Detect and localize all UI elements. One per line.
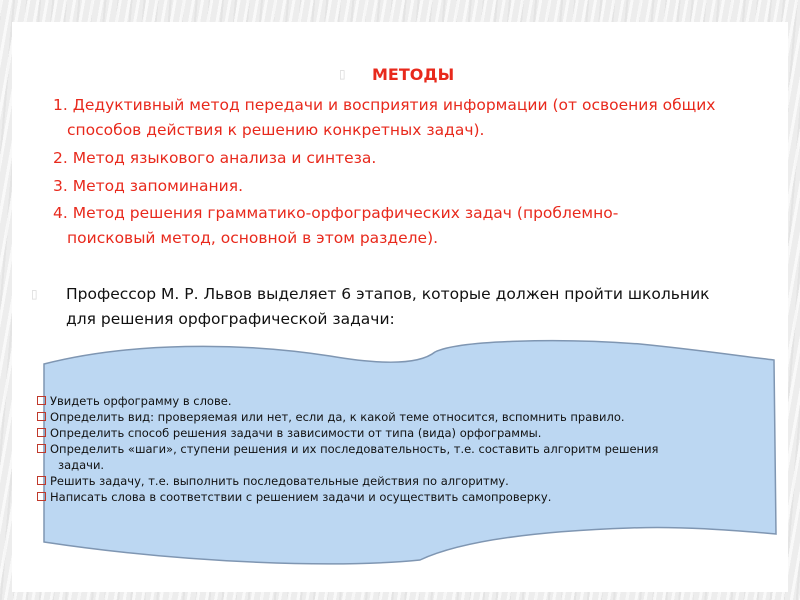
step-item bbox=[36, 393, 756, 409]
step-item-continuation bbox=[36, 457, 756, 473]
professor-bullet-icon: ▯ bbox=[31, 287, 38, 301]
title-bullet-icon: ▯ bbox=[339, 67, 346, 81]
step-text: Определить «шаги», ступени решения и их последовательность, т.е. составить алгоритм решения bbox=[50, 442, 659, 456]
step-text: задачи. bbox=[58, 458, 105, 472]
professor-text-line-1: Профессор М. Р. Львов выделяет 6 этапов, которые должен пройти школьник bbox=[66, 285, 710, 303]
slide-title: МЕТОДЫ bbox=[372, 65, 455, 84]
method-1-line-2: способов действия к решению конкретных задач). bbox=[67, 121, 485, 139]
step-text: Определить способ решения задачи в зависимости от типа (вида) орфограммы. bbox=[50, 426, 542, 440]
step-item bbox=[36, 425, 756, 441]
method-3: 3. Метод запоминания. bbox=[53, 177, 243, 195]
steps-list bbox=[36, 393, 756, 505]
professor-text-line-2: для решения орфографической задачи: bbox=[66, 310, 395, 328]
method-4-line-1: 4. Метод решения грамматико-орфографических задач (проблемно- bbox=[53, 204, 619, 222]
checkbox-square-icon bbox=[37, 444, 46, 453]
step-text: Написать слова в соответствии с решением задачи и осуществить самопроверку. bbox=[50, 490, 552, 504]
checkbox-square-icon bbox=[37, 476, 46, 485]
step-item bbox=[36, 441, 756, 457]
checkbox-square-icon bbox=[37, 396, 46, 405]
step-item bbox=[36, 489, 756, 505]
step-item bbox=[36, 409, 756, 425]
method-1-line-1: 1. Дедуктивный метод передачи и восприятия информации (от освоения общих bbox=[53, 96, 716, 114]
checkbox-square-icon bbox=[37, 492, 46, 501]
checkbox-square-icon bbox=[37, 412, 46, 421]
step-text: Определить вид: проверяемая или нет, если да, к какой теме относится, вспомнить правило. bbox=[50, 410, 625, 424]
step-item bbox=[36, 473, 756, 489]
checkbox-square-icon bbox=[37, 428, 46, 437]
step-text: Увидеть орфограмму в слове. bbox=[50, 394, 232, 408]
method-2: 2. Метод языкового анализа и синтеза. bbox=[53, 149, 377, 167]
method-4-line-2: поисковый метод, основной в этом разделе). bbox=[67, 229, 439, 247]
step-text: Решить задачу, т.е. выполнить последовательные действия по алгоритму. bbox=[50, 474, 509, 488]
